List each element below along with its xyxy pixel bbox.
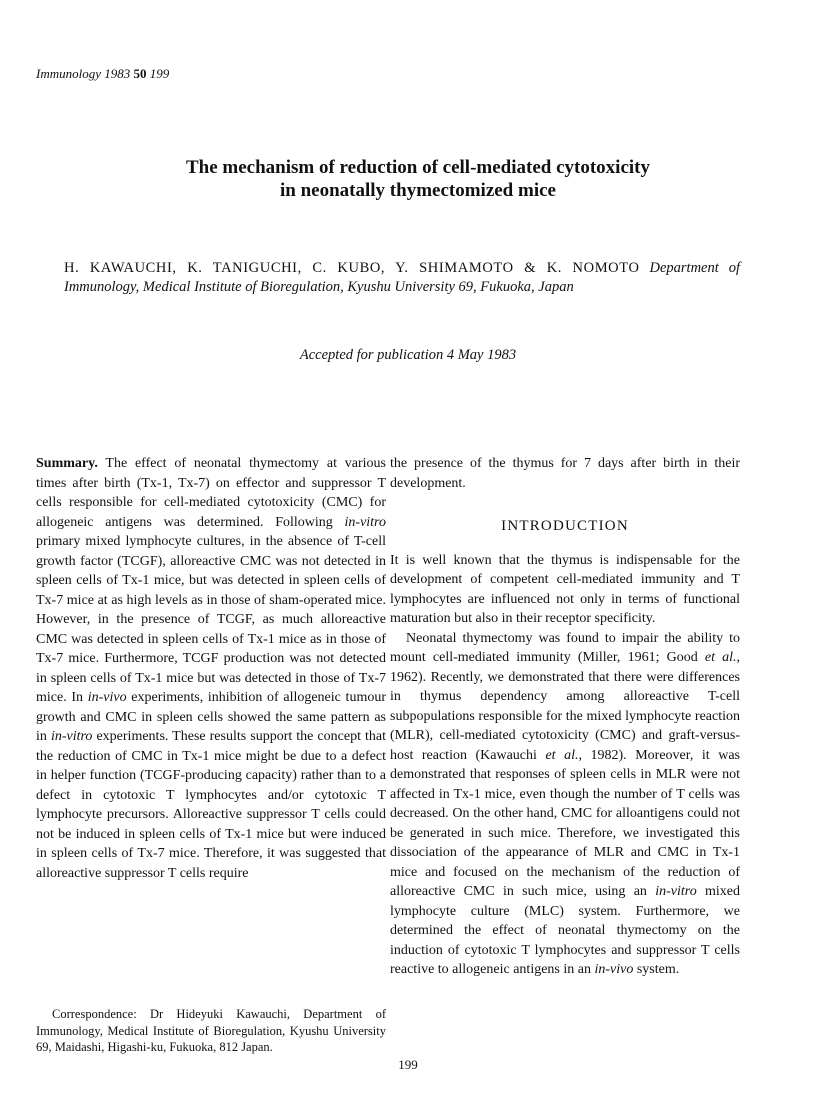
intro-italic-invitro: in-vitro — [655, 884, 697, 899]
intro-etal-1: et al. — [704, 650, 737, 665]
journal-name: Immunology — [36, 66, 101, 81]
summary-italic-3: in-vitro — [50, 729, 93, 744]
intro-paragraph-2 — [390, 629, 740, 980]
affiliation: Department of Immunology, Medical Institute of Bioregulation, Kyushu University 69, Fukuoka, Japan — [64, 260, 741, 295]
summary-continuation: the presence of the thymus for 7 days after birth in their development. — [390, 456, 740, 491]
title-line-2: in neonatally thymectomized mice — [280, 180, 556, 201]
intro-etal-2: et al. — [545, 747, 579, 763]
article-title — [60, 156, 776, 202]
accepted-date: Accepted for publication 4 May 1983 — [299, 347, 517, 363]
intro-text-c: , 1982). Moreover, it was demonstrated that responses of spleen cells in MLR were not affected in Tx-1 mice, even though the number of T cells was decreased. On the other hand, CMC for alloantigens could not be generated in such mice. Therefore, we investigated this dissociation of the appearance of MLR and CMC in Tx-1 mice and focused on the mechanism of the reduction of alloreactive CMC in such mice, using an — [390, 747, 740, 899]
title-line-1: The mechanism of reduction of cell-mediated cytotoxicity — [185, 157, 650, 178]
intro-italic-invivo: in-vivo — [594, 962, 634, 977]
author-names: H. KAWAUCHI, K. TANIGUCHI, C. KUBO, Y. SHIMAMOTO & K. NOMOTO — [64, 260, 640, 276]
summary-label: Summary. — [36, 456, 98, 471]
summary-italic-1: in-vitro — [344, 514, 386, 530]
summary-text-2: primary mixed lymphocyte cultures, in the absence of T-cell growth factor (TCGF), alloreactive CMC was not detected in spleen cells of Tx-1 mice, but was detected in spleen cells of Tx-7 mice at as high levels as in those of sham-operated mice. However, in the presence of TCGF, as much alloreactive CMC was detected in spleen cells of Tx-1 mice as in those of Tx-7 mice. Furthermore, TCGF production was not detected in spleen cells of Tx-1 mice but was detected in those of Tx-7 mice. In — [36, 534, 386, 705]
left-column — [36, 454, 386, 883]
journal-start-page: 199 — [149, 66, 170, 81]
journal-volume: 50 — [133, 66, 147, 81]
intro-text-d: mixed lymphocyte culture (MLC) system. Furthermore, we determined the effect of neonatal thymectomy on the induction of cytotoxic T lymphocytes and suppressor T cells reactive to allogeneic antigens in an — [390, 884, 740, 977]
intro-text-e: system. — [633, 962, 680, 977]
summary-italic-2: in-vivo — [87, 690, 127, 705]
intro-paragraph-1: It is well known that the thymus is indispensable for the development of competent cell-mediated immunity and T lymphocytes are influenced not only in terms of functional maturation but also in their receptor specificity. — [390, 552, 740, 626]
introduction-heading: INTRODUCTION — [501, 518, 629, 534]
journal-year: 1983 — [104, 66, 131, 81]
page-number: 199 — [398, 1057, 418, 1072]
summary-text-4: experiments. These results support the concept that the reduction of CMC in Tx-1 mice might be due to a defect in helper function (TCGF-producing capacity) rather than to a defect in cytotoxic T lymphocytes and/or cytotoxic T lymphocyte precursors. Alloreactive suppressor T cells could not be induced in spleen cells of Tx-1 mice but were induced in spleen cells of Tx-7 mice. Therefore, it was suggested that alloreactive suppressor T cells require — [36, 729, 386, 881]
correspondence-footnote: Correspondence: Dr Hideyuki Kawauchi, Department of Immunology, Medical Institute of Bioregulation, Kyushu University 69, Maidashi, Higashi-ku, Fukuoka, 812 Japan. — [36, 1007, 386, 1054]
journal-header — [36, 66, 169, 82]
summary-text-1: The effect of neonatal thymectomy at various times after birth (Tx-1, Tx-7) on effector and suppressor T cells responsible for cell-mediated cytotoxicity (CMC) for allogeneic antigens was determined. Following — [36, 456, 386, 530]
intro-text-a: Neonatal thymectomy was found to impair the ability to mount cell-mediated immunity (Miller, 1961; Good — [390, 630, 740, 665]
intro-text-b: , 1962). Recently, we demonstrated that there were differences in thymus dependency among alloreactive T-cell subpopulations responsible for the mixed lymphocyte reaction (MLR), cell-mediated cytotoxicity (CMC) and graft-versus-host reaction (Kawauchi — [390, 650, 740, 763]
right-column — [390, 454, 740, 980]
summary-paragraph — [36, 454, 386, 883]
summary-text-3: experiments, inhibition of allogeneic tumour growth and CMC in spleen cells showed the same pattern as in — [36, 690, 386, 744]
author-block — [64, 259, 740, 297]
